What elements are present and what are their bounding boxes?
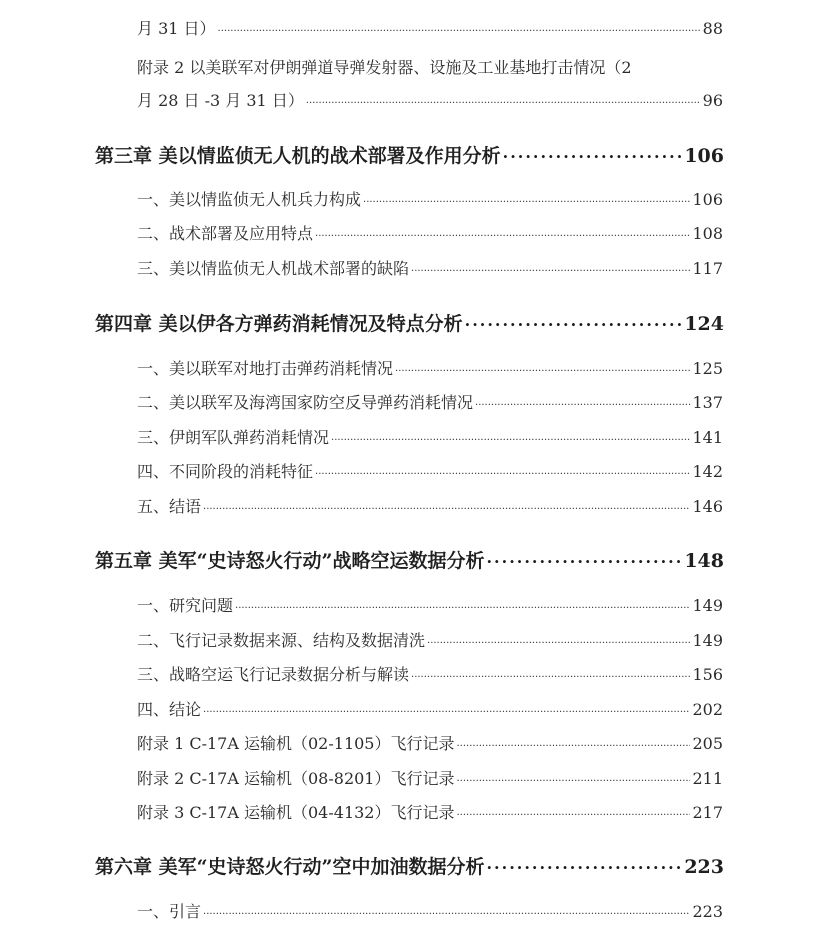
toc-entry-text: 附录 2 C-17A 运输机（08-8201）飞行记录 [137, 769, 455, 788]
toc-page-number: 156 [692, 665, 723, 684]
toc-entry[interactable] [137, 593, 723, 616]
toc-page-number: 124 [684, 313, 724, 335]
chapter-title: 第四章 美以伊各方弹药消耗情况及特点分析 [95, 313, 463, 335]
dot-leader [315, 461, 690, 477]
toc-entry-text: 二、飞行记录数据来源、结构及数据清洗 [137, 631, 426, 650]
dot-leader [465, 311, 683, 330]
dot-leader [457, 802, 691, 818]
dot-leader [503, 143, 683, 162]
toc-entry[interactable] [137, 628, 723, 651]
toc-entry[interactable] [137, 766, 723, 789]
toc-entry-text: 三、美以情监侦无人机战术部署的缺陷 [137, 259, 410, 278]
toc-page-number: 148 [684, 550, 724, 572]
toc-page-number: 149 [692, 596, 723, 615]
toc-entry-text: 附录 3 C-17A 运输机（04-4132）飞行记录 [137, 803, 455, 822]
toc-entry-text: 五、结语 [137, 497, 202, 516]
toc-entry-text: 一、美以联军对地打击弹药消耗情况 [137, 359, 394, 378]
toc-page-number: 125 [692, 359, 723, 378]
dot-leader [315, 223, 690, 239]
dot-leader [457, 768, 691, 784]
toc-page-number: 223 [684, 856, 724, 878]
toc-entry-text: 一、引言 [137, 902, 202, 921]
toc-entry[interactable] [137, 731, 723, 754]
toc-entry-text: 月 31 日） [137, 19, 216, 38]
toc-entry-text: 三、伊朗军队弹药消耗情况 [137, 428, 330, 447]
toc-entry-text: 一、研究问题 [137, 596, 234, 615]
dot-leader [395, 358, 690, 374]
toc-entry[interactable] [137, 221, 723, 244]
toc-page-number: 137 [692, 393, 723, 412]
toc-page-number: 106 [684, 145, 724, 167]
toc-page-number: 223 [692, 902, 723, 921]
toc-entry[interactable] [137, 697, 723, 720]
toc-entry[interactable] [137, 662, 723, 685]
toc-page-number: 146 [692, 497, 723, 516]
toc-page-number: 108 [692, 224, 723, 243]
dot-leader [475, 392, 690, 408]
toc-entry[interactable] [137, 459, 723, 482]
dot-leader [203, 699, 690, 715]
toc-entry[interactable] [137, 356, 723, 379]
toc-entry-text: 附录 1 C-17A 运输机（02-1105）飞行记录 [137, 734, 455, 753]
toc-page-number: 88 [702, 19, 723, 38]
dot-leader [411, 664, 690, 680]
toc-entry-text: 四、结论 [137, 700, 202, 719]
dot-leader [235, 595, 690, 611]
toc-chapter-6[interactable] [95, 852, 724, 879]
toc-page-number: 211 [692, 769, 723, 788]
toc-entry[interactable] [137, 800, 723, 823]
chapter-title: 第三章 美以情监侦无人机的战术部署及作用分析 [95, 145, 501, 167]
dot-leader [331, 427, 690, 443]
toc-entry[interactable] [137, 425, 723, 448]
toc-page-number: 205 [692, 734, 723, 753]
toc-entry[interactable] [137, 390, 723, 413]
dot-leader [218, 18, 701, 34]
toc-entry-appendix-cont[interactable] [137, 16, 723, 39]
toc-entry-text: 二、战术部署及应用特点 [137, 224, 314, 243]
toc-page-number: 96 [702, 91, 723, 110]
toc-entry-appendix2-line1[interactable]: 附录 2 以美联军对伊朗弹道导弹发射器、设施及工业基地打击情况（2 [137, 58, 632, 77]
toc-entry-appendix2-line2[interactable] [137, 88, 723, 111]
dot-leader [457, 733, 691, 749]
dot-leader [203, 496, 690, 512]
toc-page-number: 202 [692, 700, 723, 719]
toc-entry[interactable] [137, 256, 723, 279]
chapter-title: 第五章 美军“史诗怒火行动”战略空运数据分析 [95, 550, 485, 572]
toc-chapter-3[interactable] [95, 141, 724, 168]
toc-page-number: 106 [692, 190, 723, 209]
toc-chapter-5[interactable] [95, 546, 724, 573]
toc-entry[interactable] [137, 187, 723, 210]
dot-leader [486, 548, 682, 567]
dot-leader [306, 90, 701, 106]
toc-entry[interactable] [137, 494, 723, 517]
toc-entry-text: 一、美以情监侦无人机兵力构成 [137, 190, 362, 209]
toc-entry-text: 四、不同阶段的消耗特征 [137, 462, 314, 481]
chapter-title: 第六章 美军“史诗怒火行动”空中加油数据分析 [95, 856, 485, 878]
toc-chapter-4[interactable] [95, 309, 724, 336]
toc-entry-text: 月 28 日 -3 月 31 日） [137, 91, 304, 110]
toc-page-number: 217 [692, 803, 723, 822]
dot-leader [363, 189, 690, 205]
toc-page-number: 117 [692, 259, 723, 278]
dot-leader [411, 258, 690, 274]
toc-page-number: 141 [692, 428, 723, 447]
toc-entry-text: 三、战略空运飞行记录数据分析与解读 [137, 665, 410, 684]
toc-page-number: 142 [692, 462, 723, 481]
toc-entry[interactable] [137, 899, 723, 922]
dot-leader [203, 901, 690, 917]
toc-entry-text: 二、美以联军及海湾国家防空反导弹药消耗情况 [137, 393, 474, 412]
dot-leader [427, 630, 690, 646]
dot-leader [486, 854, 682, 873]
toc-page-number: 149 [692, 631, 723, 650]
